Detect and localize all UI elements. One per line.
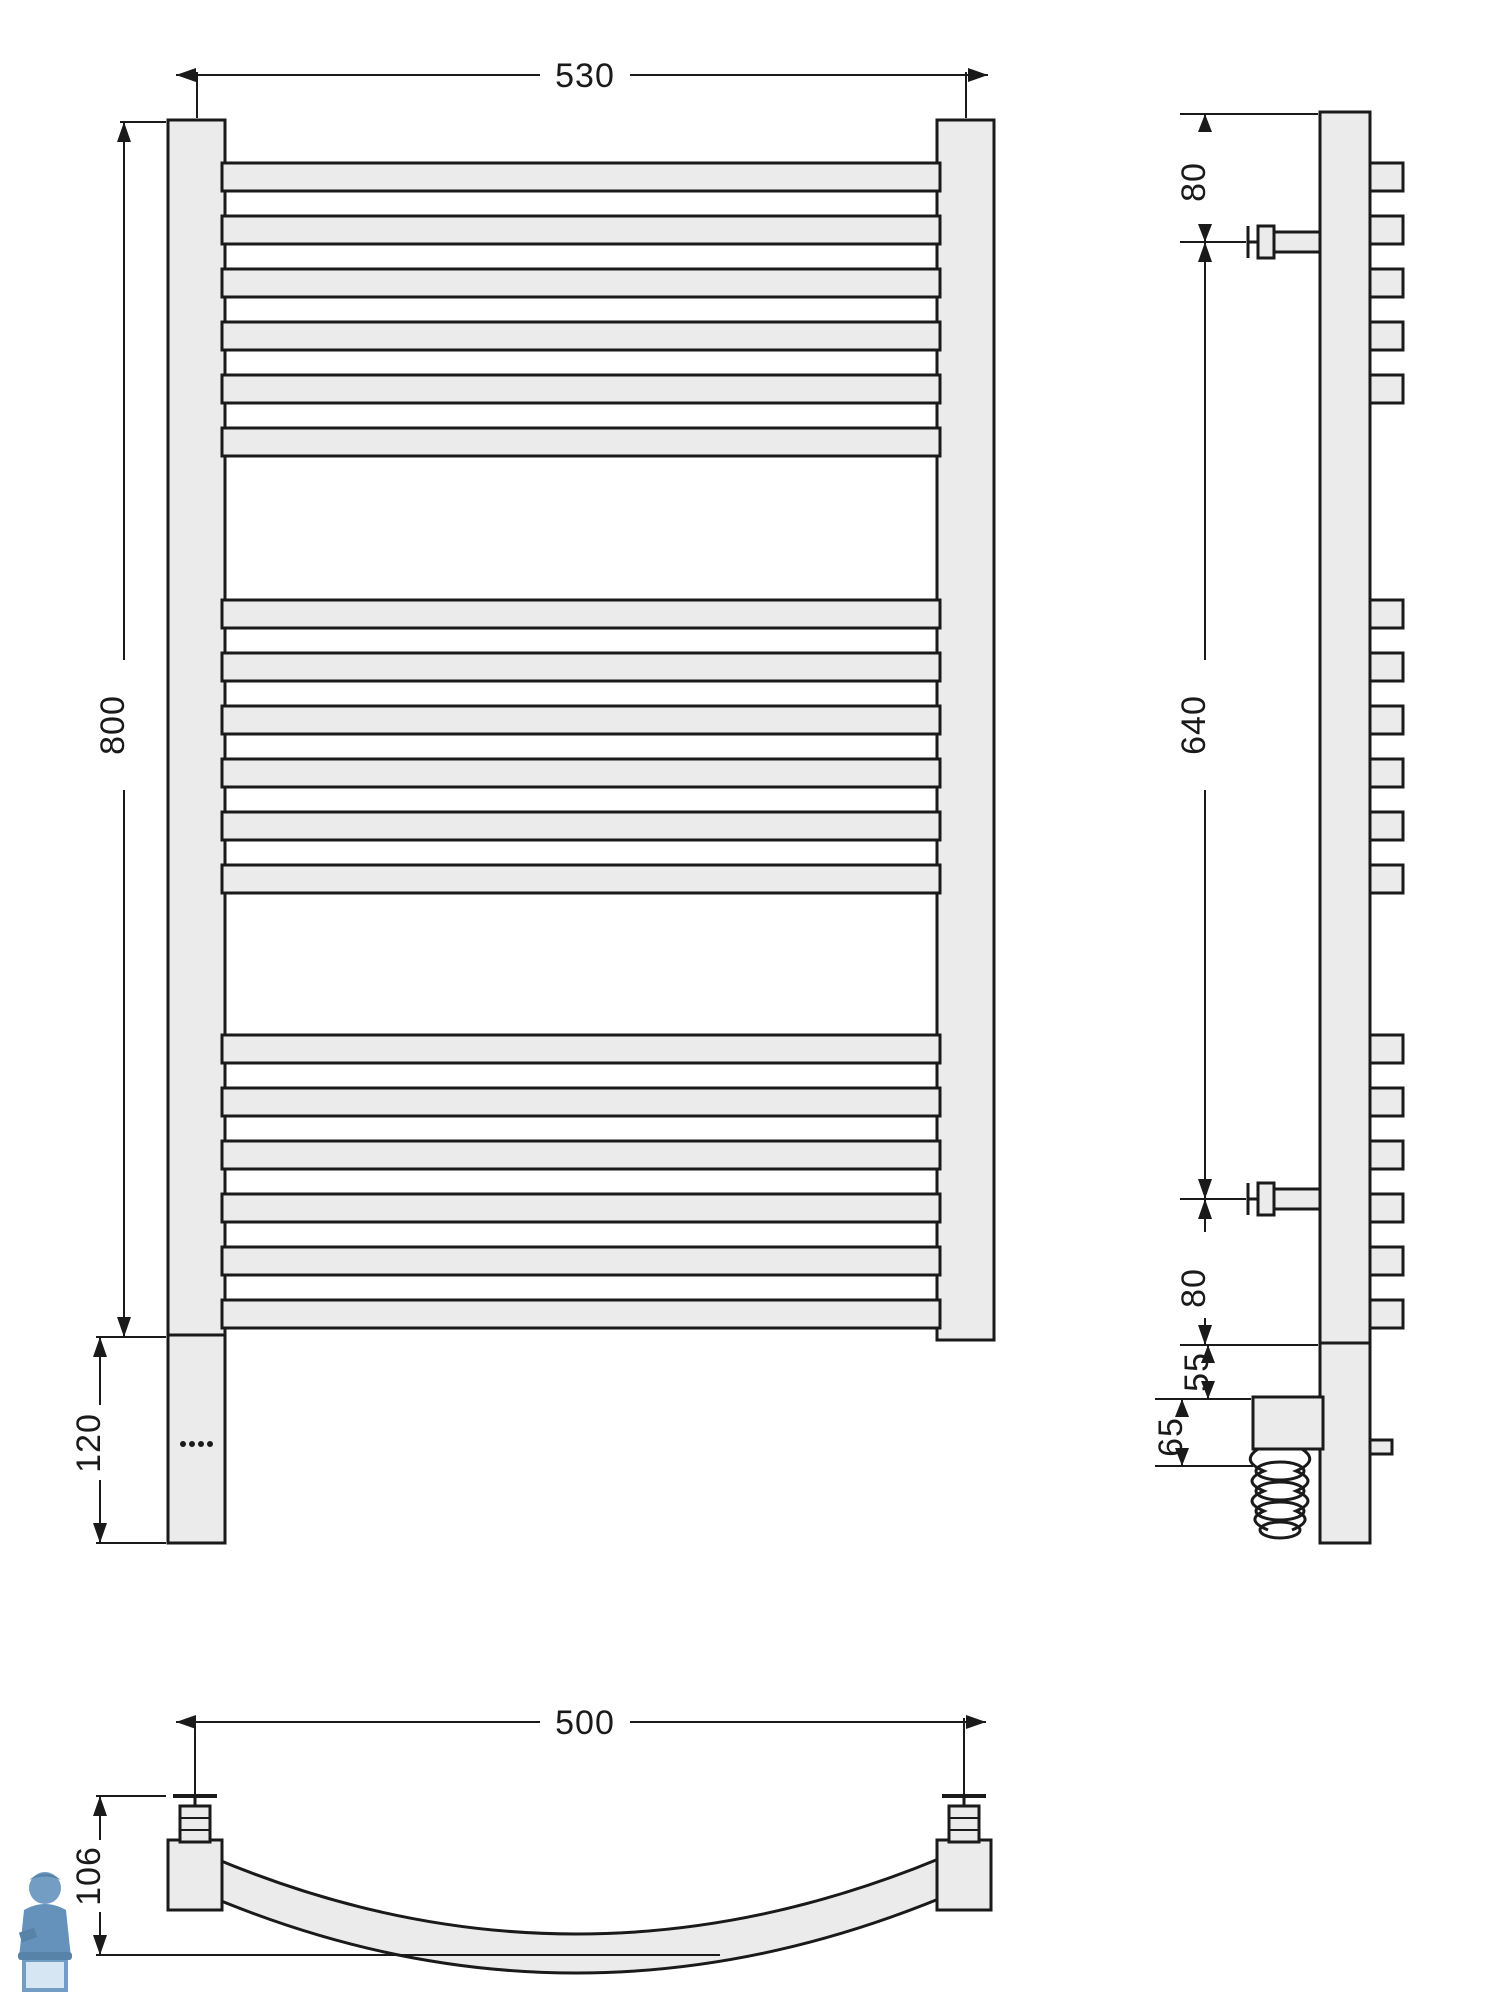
front-rails-group-top (222, 163, 940, 456)
dim-530-label: 530 (555, 57, 615, 95)
side-wall-bracket-bottom (1248, 1183, 1320, 1215)
dim-500-label: 500 (555, 1704, 615, 1742)
side-rail-ends-bottom (1370, 1035, 1403, 1328)
dim-106-label: 106 (70, 1846, 108, 1906)
dim-side-center-distance (1175, 242, 1213, 1199)
dim-120-label: 120 (70, 1413, 108, 1473)
side-view (1152, 112, 1403, 1543)
side-heating-element (1250, 1397, 1323, 1538)
dim-80-bottom-label: 80 (1175, 1268, 1213, 1308)
dim-65-label: 65 (1152, 1417, 1190, 1457)
dim-side-bracket-depth (1178, 1345, 1251, 1399)
front-rails-group-middle (222, 600, 940, 893)
watermark-plumber-icon (18, 1872, 72, 1992)
dim-80-top-label: 80 (1175, 162, 1213, 202)
dim-800-label: 800 (94, 695, 132, 755)
dim-top-width (176, 1704, 986, 1800)
dim-55-label: 55 (1178, 1352, 1216, 1392)
dim-side-top-offset (1175, 114, 1318, 242)
side-wall-bracket-top (1248, 226, 1320, 258)
front-view (70, 57, 994, 1543)
dim-front-leg-height (70, 1337, 166, 1543)
side-rail-ends-middle (1370, 600, 1403, 893)
dim-front-height (94, 122, 166, 1337)
dim-640-label: 640 (1175, 695, 1213, 755)
side-rail-ends-top (1370, 163, 1403, 403)
dim-side-bottom-offset (1175, 1199, 1318, 1345)
dim-side-element-depth (1152, 1399, 1253, 1466)
top-view (70, 1704, 991, 1973)
front-rails-group-bottom (222, 1035, 940, 1328)
dim-front-width (176, 57, 988, 118)
